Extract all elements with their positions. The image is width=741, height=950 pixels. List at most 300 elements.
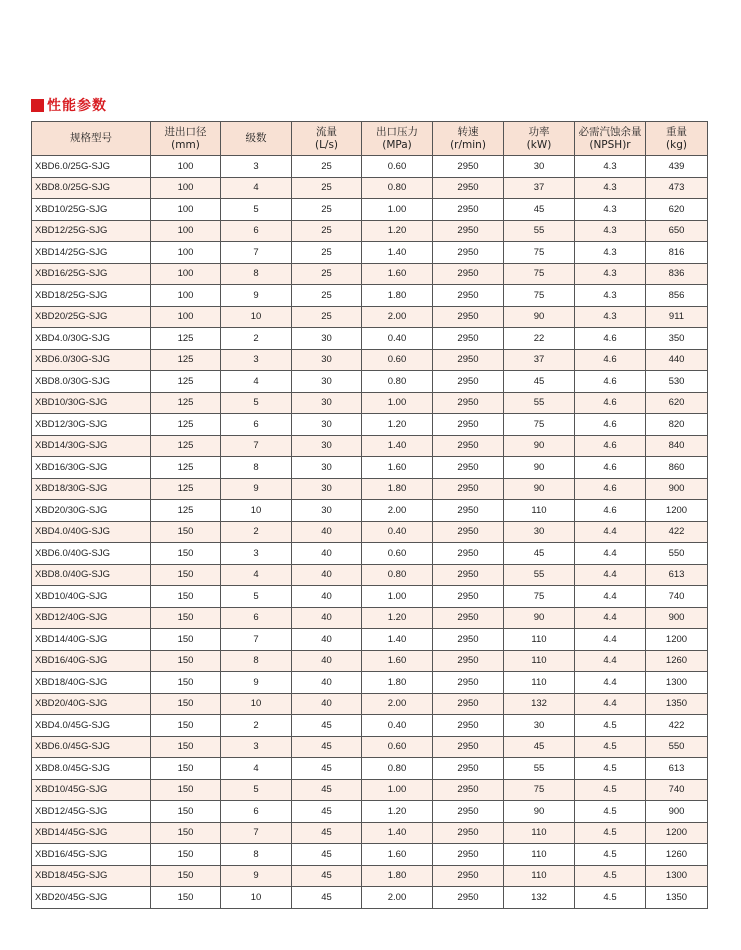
table-cell: 4.5 [575,779,646,801]
table-cell: 30 [292,435,362,457]
model-cell: XBD10/25G-SJG [32,199,151,221]
table-cell: 4.3 [575,220,646,242]
table-cell: 30 [292,478,362,500]
model-cell: XBD10/40G-SJG [32,586,151,608]
model-cell: XBD14/30G-SJG [32,435,151,457]
table-cell: 110 [504,822,575,844]
table-cell: 2.00 [362,306,433,328]
table-cell: 30 [504,715,575,737]
table-cell: 55 [504,564,575,586]
table-cell: 150 [151,736,221,758]
table-cell: 75 [504,414,575,436]
table-cell: 4.5 [575,715,646,737]
table-cell: 4.4 [575,629,646,651]
table-cell: 836 [646,263,708,285]
table-cell: 25 [292,156,362,178]
model-cell: XBD16/40G-SJG [32,650,151,672]
table-cell: 40 [292,607,362,629]
table-cell: 2950 [433,306,504,328]
table-cell: 0.60 [362,156,433,178]
table-cell: 2.00 [362,887,433,909]
table-cell: 2950 [433,736,504,758]
table-cell: 110 [504,650,575,672]
table-cell: 9 [221,285,292,307]
table-row [32,672,708,694]
table-row [32,414,708,436]
table-cell: 740 [646,586,708,608]
table-cell: 4.4 [575,650,646,672]
table-cell: 100 [151,156,221,178]
table-cell: 100 [151,263,221,285]
table-cell: 422 [646,521,708,543]
table-cell: 1.60 [362,844,433,866]
table-cell: 30 [292,414,362,436]
table-cell: 4.3 [575,177,646,199]
table-cell: 10 [221,500,292,522]
table-cell: 150 [151,564,221,586]
table-cell: 440 [646,349,708,371]
table-cell: 900 [646,607,708,629]
table-cell: 856 [646,285,708,307]
table-cell: 1.00 [362,586,433,608]
table-cell: 1.00 [362,779,433,801]
table-cell: 6 [221,220,292,242]
table-cell: 2950 [433,693,504,715]
table-cell: 5 [221,392,292,414]
table-cell: 900 [646,478,708,500]
table-cell: 110 [504,672,575,694]
table-cell: 2950 [433,715,504,737]
table-cell: 110 [504,500,575,522]
table-cell: 4.6 [575,435,646,457]
table-cell: 8 [221,263,292,285]
model-cell: XBD12/45G-SJG [32,801,151,823]
model-cell: XBD12/25G-SJG [32,220,151,242]
table-cell: 439 [646,156,708,178]
table-cell: 4 [221,177,292,199]
table-cell: 9 [221,478,292,500]
table-cell: 1.00 [362,199,433,221]
column-header [362,122,433,156]
model-cell: XBD8.0/40G-SJG [32,564,151,586]
table-cell: 1.20 [362,414,433,436]
table-cell: 2950 [433,564,504,586]
column-header-label: 流量 [316,125,337,138]
column-header [575,122,646,156]
model-cell: XBD8.0/45G-SJG [32,758,151,780]
table-cell: 740 [646,779,708,801]
model-cell: XBD6.0/45G-SJG [32,736,151,758]
table-cell: 2950 [433,242,504,264]
table-cell: 2950 [433,414,504,436]
column-header [221,122,292,156]
table-cell: 2950 [433,263,504,285]
table-cell: 0.60 [362,349,433,371]
table-cell: 1.60 [362,457,433,479]
table-cell: 1.00 [362,392,433,414]
table-cell: 8 [221,844,292,866]
column-header-label: 进出口径 [164,125,207,138]
table-cell: 55 [504,392,575,414]
model-cell: XBD14/25G-SJG [32,242,151,264]
table-cell: 30 [292,457,362,479]
table-cell: 613 [646,564,708,586]
column-header-unit: (r/min) [450,138,486,151]
table-cell: 1300 [646,672,708,694]
table-row [32,306,708,328]
table-cell: 4.4 [575,586,646,608]
table-cell: 25 [292,263,362,285]
table-cell: 1.60 [362,650,433,672]
model-cell: XBD16/45G-SJG [32,844,151,866]
table-cell: 9 [221,865,292,887]
table-cell: 2950 [433,435,504,457]
table-cell: 125 [151,328,221,350]
table-cell: 1.40 [362,822,433,844]
table-cell: 4.6 [575,328,646,350]
table-cell: 1300 [646,865,708,887]
table-cell: 4.6 [575,371,646,393]
section-title-text: 性能参数 [47,98,107,114]
table-cell: 2950 [433,865,504,887]
table-cell: 422 [646,715,708,737]
table-cell: 2950 [433,199,504,221]
table-cell: 75 [504,263,575,285]
table-cell: 1200 [646,500,708,522]
table-row [32,199,708,221]
table-cell: 473 [646,177,708,199]
table-cell: 125 [151,435,221,457]
table-cell: 4 [221,758,292,780]
table-row [32,736,708,758]
table-cell: 4.3 [575,285,646,307]
table-cell: 55 [504,220,575,242]
table-cell: 650 [646,220,708,242]
table-cell: 2950 [433,672,504,694]
table-cell: 1.40 [362,242,433,264]
table-cell: 110 [504,865,575,887]
table-cell: 150 [151,887,221,909]
model-cell: XBD10/45G-SJG [32,779,151,801]
table-cell: 125 [151,457,221,479]
model-cell: XBD20/45G-SJG [32,887,151,909]
table-cell: 2950 [433,543,504,565]
table-cell: 45 [292,715,362,737]
table-row [32,715,708,737]
table-cell: 150 [151,607,221,629]
table-cell: 1350 [646,693,708,715]
model-cell: XBD12/40G-SJG [32,607,151,629]
table-cell: 45 [292,758,362,780]
table-cell: 2950 [433,607,504,629]
table-row [32,758,708,780]
column-header-label: 必需汽蚀余量 [578,125,642,138]
model-cell: XBD8.0/30G-SJG [32,371,151,393]
table-cell: 100 [151,199,221,221]
table-cell: 2950 [433,758,504,780]
table-cell: 0.80 [362,371,433,393]
table-cell: 4.3 [575,263,646,285]
table-cell: 125 [151,392,221,414]
model-cell: XBD12/30G-SJG [32,414,151,436]
table-cell: 4.5 [575,887,646,909]
table-cell: 1200 [646,822,708,844]
table-cell: 550 [646,736,708,758]
table-cell: 100 [151,220,221,242]
table-cell: 4.4 [575,672,646,694]
table-cell: 45 [292,822,362,844]
table-row [32,586,708,608]
table-cell: 10 [221,306,292,328]
table-cell: 90 [504,306,575,328]
table-cell: 10 [221,887,292,909]
table-cell: 5 [221,586,292,608]
table-cell: 150 [151,865,221,887]
table-cell: 75 [504,285,575,307]
table-cell: 55 [504,758,575,780]
table-header-row [32,122,708,156]
column-header-label: 规格型号 [70,132,112,144]
table-row [32,500,708,522]
table-cell: 911 [646,306,708,328]
model-cell: XBD6.0/30G-SJG [32,349,151,371]
table-cell: 45 [292,736,362,758]
table-cell: 4.5 [575,801,646,823]
table-cell: 7 [221,242,292,264]
table-cell: 5 [221,779,292,801]
table-cell: 2950 [433,478,504,500]
table-cell: 100 [151,242,221,264]
table-cell: 4.5 [575,865,646,887]
table-cell: 2950 [433,156,504,178]
table-cell: 2950 [433,629,504,651]
column-header-label: 重量 [666,125,687,138]
table-cell: 132 [504,693,575,715]
column-header-label: 功率 [528,125,550,138]
table-cell: 4.4 [575,543,646,565]
model-cell: XBD8.0/25G-SJG [32,177,151,199]
table-cell: 350 [646,328,708,350]
table-cell: 1.80 [362,865,433,887]
table-cell: 10 [221,693,292,715]
table-cell: 0.40 [362,328,433,350]
table-cell: 75 [504,586,575,608]
table-row [32,865,708,887]
table-row [32,242,708,264]
table-row [32,285,708,307]
table-cell: 0.60 [362,736,433,758]
table-cell: 1.80 [362,478,433,500]
table-cell: 4.3 [575,306,646,328]
table-row [32,801,708,823]
table-cell: 4.5 [575,758,646,780]
table-cell: 2950 [433,392,504,414]
table-cell: 0.40 [362,521,433,543]
table-cell: 1260 [646,844,708,866]
table-cell: 3 [221,736,292,758]
table-cell: 90 [504,478,575,500]
column-header [646,122,708,156]
table-cell: 2950 [433,457,504,479]
table-cell: 40 [292,543,362,565]
table-cell: 45 [504,199,575,221]
table-cell: 5 [221,199,292,221]
table-cell: 25 [292,177,362,199]
model-cell: XBD20/40G-SJG [32,693,151,715]
table-row [32,177,708,199]
column-header [151,122,221,156]
table-cell: 150 [151,521,221,543]
table-cell: 2950 [433,887,504,909]
table-row [32,156,708,178]
table-cell: 1.60 [362,263,433,285]
table-cell: 125 [151,371,221,393]
table-row [32,349,708,371]
table-cell: 30 [504,521,575,543]
table-row [32,779,708,801]
table-cell: 37 [504,177,575,199]
table-cell: 4.4 [575,693,646,715]
table-cell: 530 [646,371,708,393]
table-cell: 6 [221,414,292,436]
table-row [32,629,708,651]
table-cell: 4.6 [575,457,646,479]
table-cell: 1.40 [362,629,433,651]
table-cell: 2950 [433,220,504,242]
table-cell: 125 [151,349,221,371]
table-row [32,564,708,586]
table-cell: 45 [292,865,362,887]
table-cell: 816 [646,242,708,264]
table-cell: 100 [151,177,221,199]
performance-parameters-table [31,121,708,909]
table-cell: 45 [504,371,575,393]
table-row [32,328,708,350]
table-cell: 150 [151,801,221,823]
table-cell: 150 [151,586,221,608]
table-cell: 2 [221,521,292,543]
table-cell: 8 [221,457,292,479]
table-cell: 4.5 [575,844,646,866]
table-cell: 100 [151,285,221,307]
table-cell: 45 [292,779,362,801]
table-cell: 4.5 [575,736,646,758]
table-cell: 620 [646,392,708,414]
table-cell: 40 [292,672,362,694]
table-cell: 110 [504,629,575,651]
title-marker-icon [31,99,44,112]
table-cell: 4.6 [575,478,646,500]
table-cell: 90 [504,457,575,479]
column-header-unit: (NPSH)r [589,138,631,151]
table-cell: 4.6 [575,392,646,414]
table-cell: 4.6 [575,349,646,371]
table-cell: 40 [292,629,362,651]
table-cell: 0.40 [362,715,433,737]
model-cell: XBD18/45G-SJG [32,865,151,887]
table-cell: 40 [292,586,362,608]
table-cell: 4.3 [575,199,646,221]
table-body [32,156,708,909]
model-cell: XBD10/30G-SJG [32,392,151,414]
table-cell: 150 [151,672,221,694]
table-cell: 550 [646,543,708,565]
table-cell: 2950 [433,371,504,393]
table-row [32,822,708,844]
model-cell: XBD18/25G-SJG [32,285,151,307]
table-cell: 30 [292,371,362,393]
table-cell: 4.4 [575,564,646,586]
model-cell: XBD14/40G-SJG [32,629,151,651]
section-title [31,96,107,114]
model-cell: XBD20/30G-SJG [32,500,151,522]
table-cell: 4.6 [575,500,646,522]
column-header-unit: (kW) [526,138,552,151]
table-cell: 40 [292,693,362,715]
table-cell: 900 [646,801,708,823]
table-cell: 4 [221,371,292,393]
table-cell: 4.4 [575,521,646,543]
table-cell: 45 [504,736,575,758]
table-cell: 45 [292,887,362,909]
table-row [32,435,708,457]
model-cell: XBD4.0/40G-SJG [32,521,151,543]
column-header-unit: (L/s) [314,138,339,151]
table-cell: 150 [151,543,221,565]
column-header [292,122,362,156]
table-cell: 150 [151,779,221,801]
table-row [32,844,708,866]
table-cell: 620 [646,199,708,221]
table-row [32,521,708,543]
table-row [32,371,708,393]
table-cell: 132 [504,887,575,909]
column-header-unit: (MPa) [382,138,412,151]
model-cell: XBD4.0/30G-SJG [32,328,151,350]
table-cell: 150 [151,693,221,715]
table-cell: 2950 [433,586,504,608]
table-cell: 2 [221,328,292,350]
model-cell: XBD14/45G-SJG [32,822,151,844]
column-header-label: 出口压力 [376,125,418,138]
model-cell: XBD18/40G-SJG [32,672,151,694]
table-cell: 2950 [433,349,504,371]
column-header-label: 级数 [245,132,267,144]
column-header [32,122,151,156]
table-cell: 40 [292,521,362,543]
table-cell: 2950 [433,285,504,307]
table-cell: 8 [221,650,292,672]
model-cell: XBD16/25G-SJG [32,263,151,285]
table-cell: 30 [292,500,362,522]
table-cell: 45 [292,801,362,823]
table-cell: 45 [292,844,362,866]
table-cell: 3 [221,543,292,565]
table-cell: 75 [504,242,575,264]
table-cell: 1260 [646,650,708,672]
table-cell: 125 [151,478,221,500]
table-cell: 30 [292,328,362,350]
table-cell: 0.60 [362,543,433,565]
table-cell: 1.40 [362,435,433,457]
table-cell: 0.80 [362,564,433,586]
table-cell: 25 [292,220,362,242]
table-row [32,607,708,629]
table-cell: 840 [646,435,708,457]
table-cell: 1350 [646,887,708,909]
table-row [32,887,708,909]
table-cell: 2.00 [362,500,433,522]
